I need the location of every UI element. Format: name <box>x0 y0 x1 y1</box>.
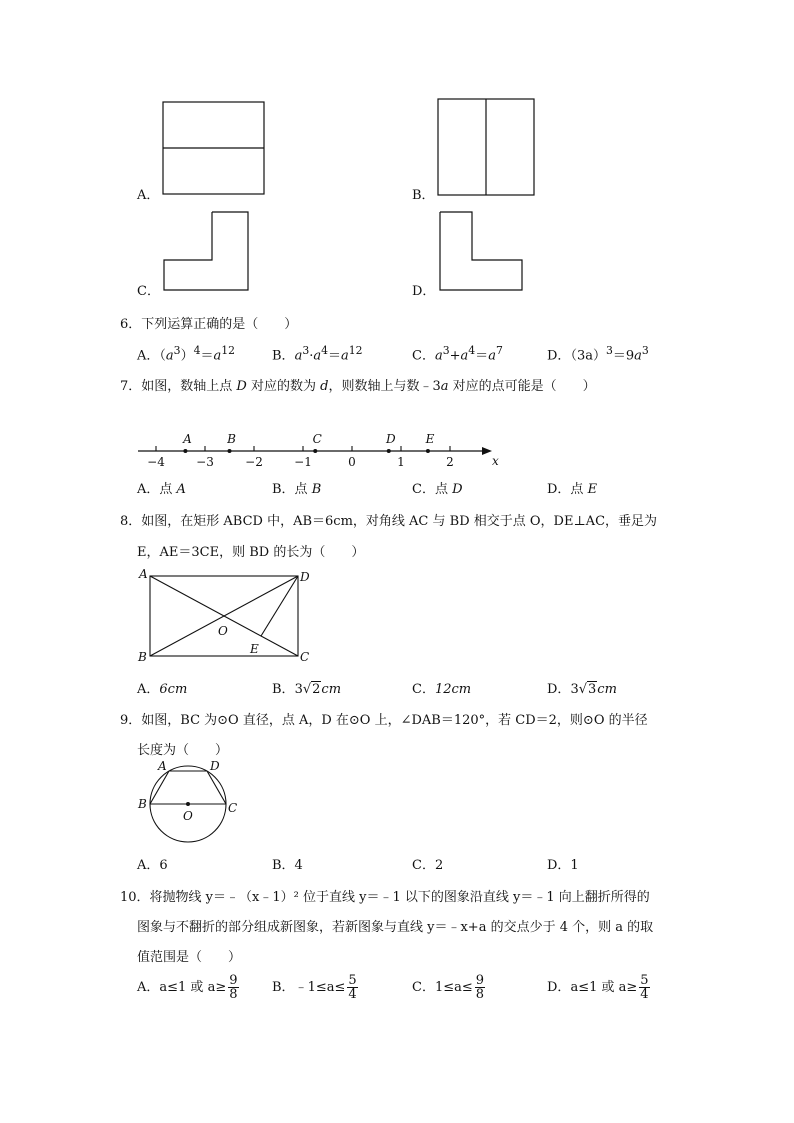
q7-point-b <box>228 449 232 453</box>
q5-figure-a <box>160 100 270 196</box>
q10-option-d: D．a≤1 或 a≥ $\frac{5}{4}$ <box>547 973 649 1002</box>
q8-rectangle-figure <box>136 566 326 664</box>
q9-label-a: A <box>158 759 167 773</box>
q7-option-b: B．点 B <box>272 482 322 497</box>
q10-option-b: B．﹣1≤a≤ $\frac{5}{4}$ <box>272 973 357 1002</box>
q9-label-o: O <box>183 809 193 823</box>
q8-label-a: A <box>139 567 148 581</box>
q7-point-label-e: E <box>425 432 435 446</box>
q7-point-label-a: A <box>183 432 192 446</box>
q6-option-d: D．$(3a)^3=9a^3$ <box>547 344 649 364</box>
q7-point-a <box>183 449 187 453</box>
q5-figure-b <box>436 97 540 197</box>
q6-stem: 6．下列运算正确的是（ ） <box>120 317 298 332</box>
q8-option-b: B．3√2cm <box>272 682 342 697</box>
q10-stem-line2: 图象与不翻折的部分组成新图象，若新图象与直线 y＝﹣x+a 的交点少于 4 个，则 a 的取 <box>137 920 654 935</box>
q7-tick-label: −4 <box>147 455 165 469</box>
q7-tick-label: −2 <box>245 455 263 469</box>
q9-option-c: C．2 <box>412 858 444 873</box>
q8-option-d: D．3√3cm <box>547 682 617 697</box>
q7-tick-label: 1 <box>397 455 405 469</box>
q8-label-b: B <box>138 650 147 664</box>
q7-point-d <box>387 449 391 453</box>
q8-label-e: E <box>250 642 259 656</box>
q6-option-b: B．$a^3\cdot a^4=a^{12}$ <box>272 344 363 364</box>
q7-option-a: A．点 A <box>137 482 186 497</box>
q5-option-b-label: B． <box>412 188 435 203</box>
q5-option-d-label: D． <box>412 284 436 299</box>
q7-point-label-c: C <box>312 432 322 446</box>
q7-tick-label: 2 <box>446 455 454 469</box>
q7-tick-label: −1 <box>294 455 312 469</box>
q8-stem-line1: 8．如图，在矩形 ABCD 中，AB＝6cm，对角线 AC 与 BD 相交于点 O，DE⊥AC，垂足为 <box>120 514 658 529</box>
q9-stem-line1: 9．如图，BC 为⊙O 直径，点 A，D 在⊙O 上，∠DAB＝120°，若 CD＝2，则⊙O 的半径 <box>120 713 648 728</box>
q9-label-b: B <box>138 797 147 811</box>
q5-option-a-label: A． <box>137 188 160 203</box>
q7-point-label-b: B <box>227 432 236 446</box>
q8-label-c: C <box>300 650 310 664</box>
q10-option-a: A．a≤1 或 a≥ $\frac{9}{8}$ <box>137 973 238 1002</box>
q10-option-c: C．1≤a≤ $\frac{9}{8}$ <box>412 973 485 1002</box>
q7-point-e <box>426 449 430 453</box>
q7-tick-label: 0 <box>348 455 356 469</box>
q7-stem: 7．如图，数轴上点 D 对应的数为 d，则数轴上与数﹣3a 对应的点可能是（ ） <box>120 379 596 394</box>
q9-option-b: B．4 <box>272 858 303 873</box>
q8-option-c: C．12cm <box>412 682 472 697</box>
q9-label-c: C <box>228 801 238 815</box>
q9-option-d: D．1 <box>547 858 579 873</box>
q6-option-c: C．$a^3+a^4=a^7$ <box>412 344 503 364</box>
q7-point-c <box>313 449 317 453</box>
q5-option-c-label: C． <box>137 284 160 299</box>
q5-figure-c <box>160 210 252 292</box>
q8-option-a: A．6cm <box>137 682 188 697</box>
q7-option-c: C．点 D <box>412 482 463 497</box>
q8-stem-line2: E，AE＝3CE，则 BD 的长为（ ） <box>137 545 365 560</box>
q10-stem-line3: 值范围是（ ） <box>137 950 242 965</box>
q9-label-d: D <box>210 759 220 773</box>
q6-option-a: A．$(a^3)^4=a^{12}$ <box>137 344 236 364</box>
q9-stem-line2: 长度为（ ） <box>137 743 229 758</box>
q7-option-d: D．点 E <box>547 482 598 497</box>
q9-circle-figure <box>136 758 242 854</box>
q9-option-a: A．6 <box>137 858 168 873</box>
q8-label-d: D <box>300 570 310 584</box>
q7-point-label-d: D <box>385 432 396 446</box>
q8-label-o: O <box>218 624 228 638</box>
q7-number-line <box>130 425 510 475</box>
q7-axis-x-label: x <box>492 454 499 468</box>
q7-tick-label: −3 <box>196 455 214 469</box>
q10-stem-line1: 10．将抛物线 y＝﹣（x﹣1）² 位于直线 y＝﹣1 以下的图象沿直线 y＝﹣1 向上翻折所得的 <box>120 890 650 905</box>
q5-figure-d <box>436 210 528 292</box>
